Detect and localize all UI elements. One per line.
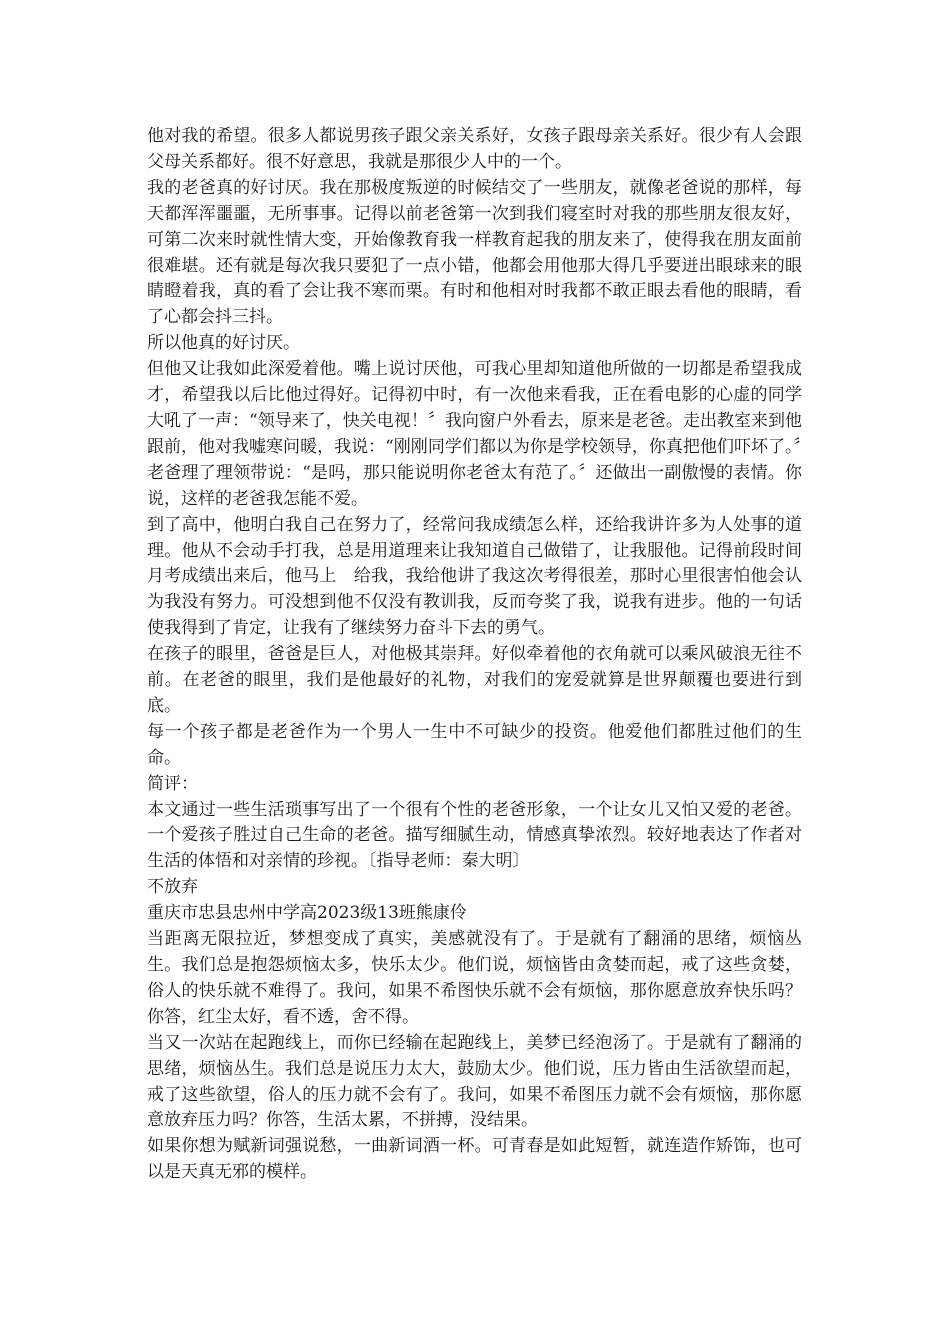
paragraph: 但他又让我如此深爱着他。嘴上说讨厌他，可我心里却知道他所做的一切都是希望我成才，希望我以后比他过得好。记得初中时，有一次他来看我，正在看电影的心虚的同学大吼了一声：“领导来了，快关电视！〞我向窗户外看去，原来是老爸。走出教室来到他跟前，他对我嘘寒问暖，我说：“刚刚同学们都以为你是学校领导，你真把他们吓坏了。〞老爸理了理领带说：“是吗，那只能说明你老爸太有范了。〞还做出一副傲慢的表情。你说，这样的老爸我怎能不爱。 — [147, 359, 802, 509]
paragraph: 所以他真的好讨厌。 — [147, 333, 300, 354]
essay-author: 重庆市忠县忠州中学高2023级13班熊康伶 — [147, 903, 467, 924]
essay-title: 不放弃 — [147, 877, 198, 898]
paragraph: 如果你想为赋新词强说愁，一曲新词酒一杯。可青春是如此短暂，就连造作矫饰，也可以是天真无邪的模样。 — [147, 1136, 802, 1183]
review-heading: 简评： — [147, 773, 198, 794]
paragraph: 我的老爸真的好讨厌。我在那极度叛逆的时候结交了一些朋友，就像老爸说的那样，每天都浑浑噩噩，无所事事。记得以前老爸第一次到我们寝室时对我的那些朋友很友好，可第二次来时就性情大变，开始像教育我一样教育起我的朋友来了，使得我在朋友面前很难堪。还有就是每次我只要犯了一点小错，他都会用他那大得几乎要迸出眼球来的眼睛瞪着我，真的看了会让我不寒而栗。有时和他相对时我都不敢正眼去看他的眼睛，看了心都会抖三抖。 — [147, 177, 802, 328]
paragraph: 在孩子的眼里，爸爸是巨人，对他极其崇拜。好似牵着他的衣角就可以乘风破浪无往不前。在老爸的眼里，我们是他最好的礼物，对我们的宠爱就算是世界颠覆也要进行到底。 — [147, 644, 802, 716]
paragraph: 当又一次站在起跑线上，而你已经输在起跑线上，美梦已经泡汤了。于是就有了翻涌的思绪，烦恼丛生。我们总是说压力太大，鼓励太少。他们说，压力皆由生活欲望而起，戒了这些欲望，俗人的压力就不会有了。我问，如果不希图压力就不会有烦恼，那你愿意放弃压力吗？你答，生活太累，不拼搏，没结果。 — [147, 1032, 802, 1131]
paragraph: 当距离无限拉近，梦想变成了真实，美感就没有了。于是就有了翻涌的思绪，烦恼丛生。我们总是抱怨烦恼太多，快乐太少。他们说，烦恼皆由贪婪而起，戒了这些贪婪，俗人的快乐就不难得了。我问，如果不希图快乐就不会有烦恼，那你愿意放弃快乐吗？你答，红尘太好，看不透，舍不得。 — [147, 929, 802, 1027]
paragraph: 每一个孩子都是老爸作为一个男人一生中不可缺少的投资。他爱他们都胜过他们的生命。 — [147, 721, 802, 768]
paragraph: 到了高中，他明白我自己在努力了，经常问我成绩怎么样，还给我讲许多为人处事的道理。他从不会动手打我，总是用道理来让我知道自己做错了，让我服他。记得前段时间月考成绩出来后，他马上 给我，我给他讲了我这次考得很差，那时心里很害怕他会认为我没有努力。可没想到他不仅没有教训我，反而夸奖了我，说我有进步。他的一句话使我得到了肯定，让我有了继续努力奋斗下去的勇气。 — [147, 514, 802, 639]
document-body — [147, 124, 802, 1186]
paragraph: 他对我的希望。很多人都说男孩子跟父亲关系好，女孩子跟母亲关系好。很少有人会跟父母关系都好。很不好意思，我就是那很少人中的一个。 — [147, 126, 802, 172]
review-text: 本文通过一些生活琐事写出了一个很有个性的老爸形象，一个让女儿又怕又爱的老爸。一个爱孩子胜过自己生命的老爸。描写细腻生动，情感真挚浓烈。较好地表达了作者对生活的体悟和对亲情的珍视。〔指导老师：秦大明〕 — [147, 799, 802, 872]
